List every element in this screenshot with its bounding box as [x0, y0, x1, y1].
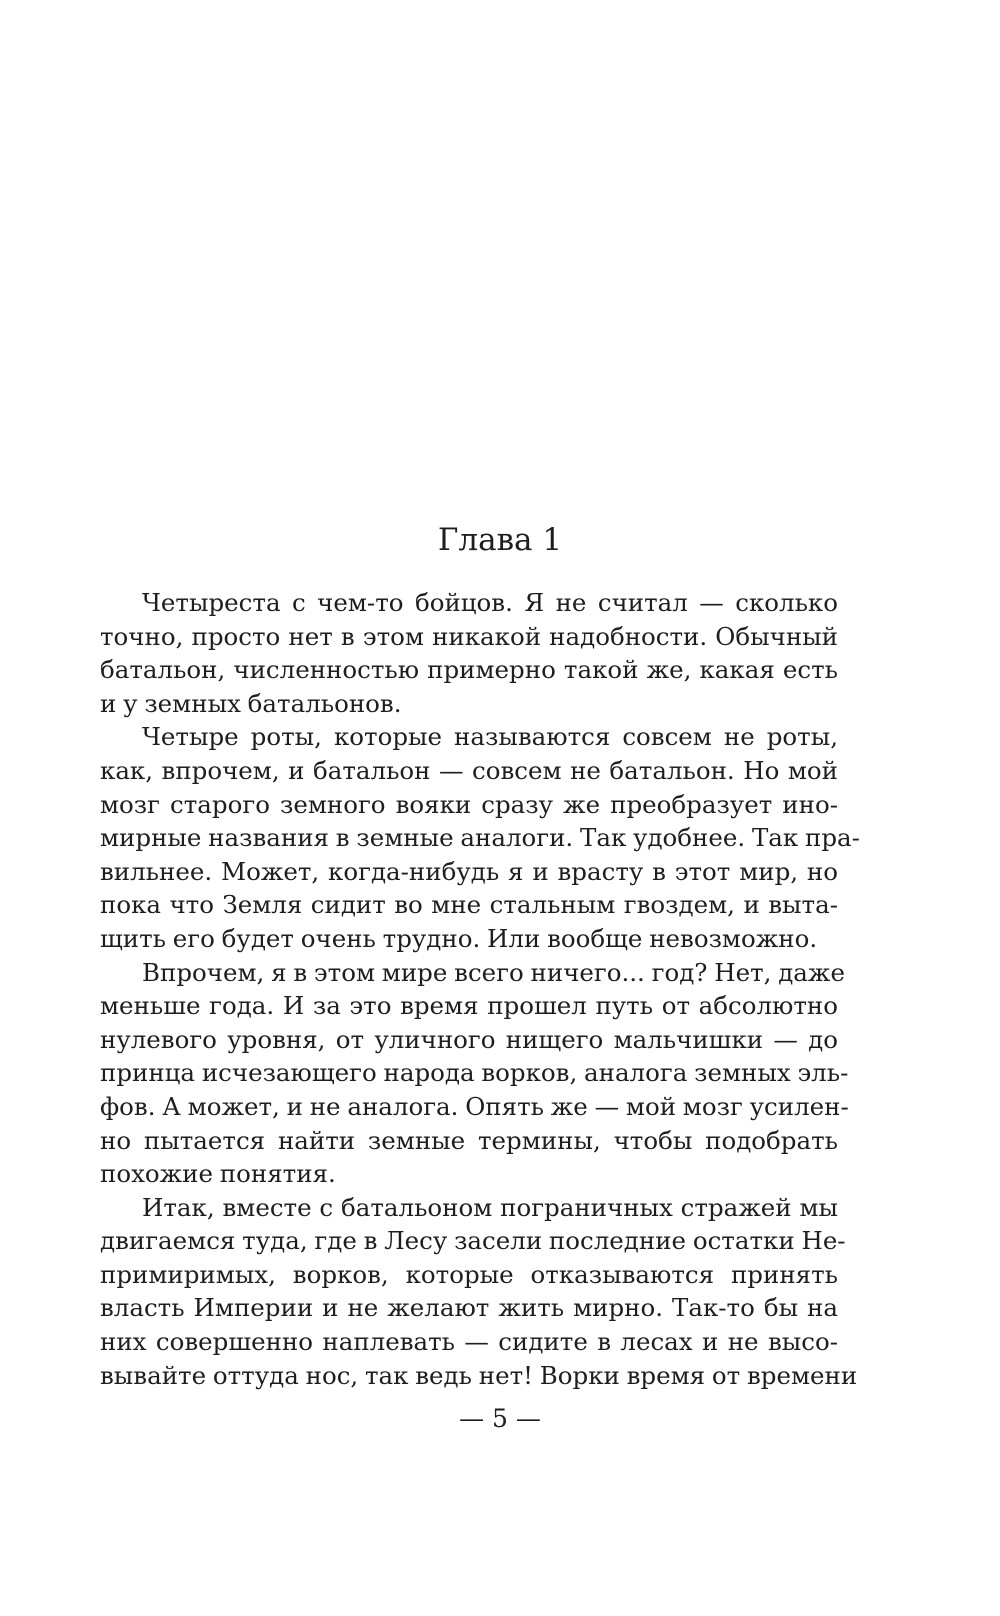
text-line: Впрочем, я в этом мире всего ничего... год? Нет, даже: [142, 957, 845, 987]
text-line: Итак, вместе с батальоном пограничных стражей мы: [142, 1192, 838, 1222]
text-line: них совершенно наплевать — сидите в лесах и не высо-: [100, 1327, 838, 1357]
text-line: щить его будет очень трудно. Или вообще невозможно.: [100, 923, 818, 953]
text-line: принца исчезающего народа ворков, аналога земных эль-: [100, 1058, 849, 1088]
page-number: — 5 —: [459, 1404, 541, 1433]
text-line: но пытается найти земные термины, чтобы подобрать: [100, 1125, 838, 1155]
text-line: вывайте оттуда нос, так ведь нет! Ворки время от времени: [100, 1360, 858, 1390]
text-line: Четыре роты, которые называются совсем не роты,: [142, 722, 838, 752]
text-line: точно, просто нет в этом никакой надобности. Обычный: [100, 621, 838, 651]
text-line: мозг старого земного вояки сразу же преобразует ино-: [100, 789, 838, 819]
text-line: нулевого уровня, от уличного нищего мальчишки — до: [100, 1024, 838, 1054]
text-line: похожие понятия.: [100, 1159, 336, 1189]
text-line: Четыреста с чем-то бойцов. Я не считал — сколько: [142, 588, 838, 617]
chapter-title: Глава 1: [437, 522, 563, 558]
text-line: и у земных батальонов.: [100, 688, 402, 718]
text-line: пока что Земля сидит во мне стальным гвоздем, и выта-: [100, 890, 838, 920]
text-line: мирные названия в земные аналоги. Так удобнее. Так пра-: [100, 823, 860, 853]
text-line: двигаемся туда, где в Лесу засели последние остатки Не-: [100, 1226, 846, 1256]
text-line: меньше года. И за это время прошел путь от абсолютно: [100, 991, 838, 1021]
text-line: батальон, численностью примерно такой же, какая есть: [100, 655, 838, 685]
text-line: власть Империи и не желают жить мирно. Так-то бы на: [100, 1293, 838, 1323]
text-line: как, впрочем, и батальон — совсем не батальон. Но мой: [100, 755, 838, 785]
body-text: [100, 586, 860, 1392]
text-line: примиримых, ворков, которые отказываются принять: [100, 1259, 838, 1289]
text-line: фов. А может, и не аналога. Опять же — мой мозг усилен-: [100, 1091, 849, 1121]
text-line: вильнее. Может, когда-нибудь я и врасту в этот мир, но: [100, 856, 838, 886]
